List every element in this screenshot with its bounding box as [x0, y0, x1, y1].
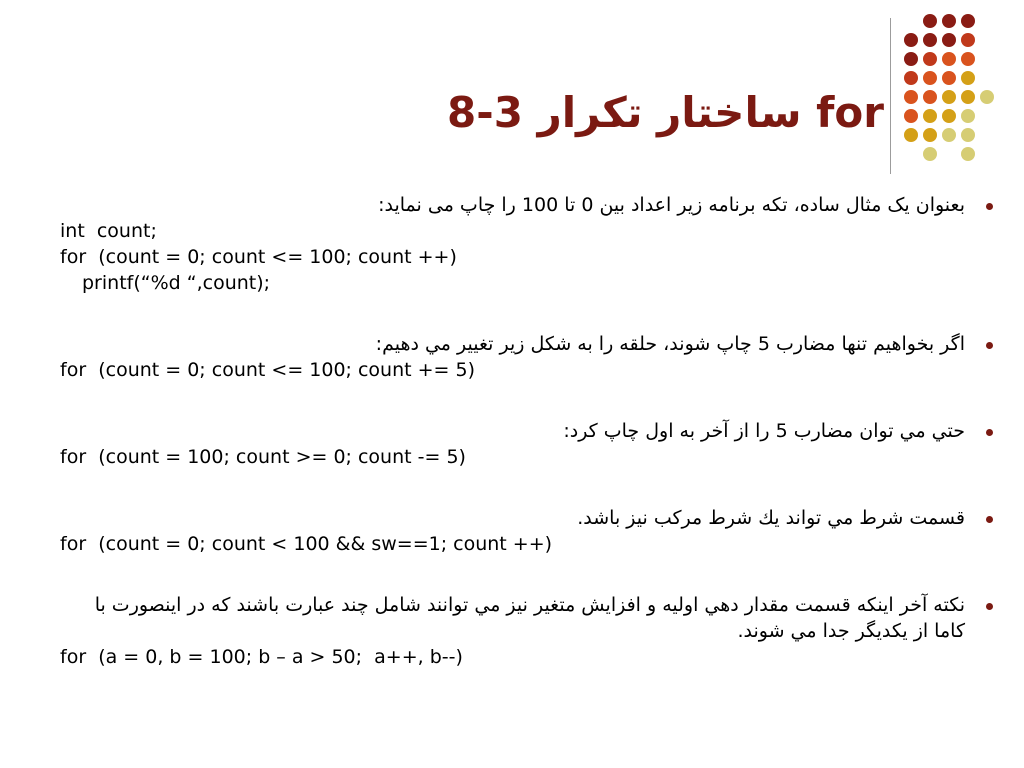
decorative-dot [923, 52, 937, 66]
bullet-text: نكته آخر اينكه قسمت مقدار دهي اوليه و افزايش متغير نيز مي توانند شامل چند عبارت باشند كه در اينصورت با كاما از يكديگر جدا مي شوند. [94, 594, 965, 642]
decorative-dot [942, 33, 956, 47]
bullet-text: قسمت شرط مي تواند يك شرط مركب نيز باشد. [577, 507, 965, 529]
decorative-dot [961, 33, 975, 47]
code-line: for (count = 0; count <= 100; count ++) [60, 246, 457, 268]
bullet-icon [986, 429, 993, 436]
decorative-dot [904, 52, 918, 66]
decorative-dot [942, 71, 956, 85]
decorative-dot [923, 109, 937, 123]
bullet-icon [986, 203, 993, 210]
bullet-item [60, 331, 965, 383]
decorative-dot [923, 147, 937, 161]
slide-title: 8-3 ساختار تکرار for [447, 88, 884, 137]
bullet-item [60, 592, 965, 670]
code-line: int count; [60, 220, 157, 242]
decorative-dot [904, 109, 918, 123]
decorative-dot [942, 14, 956, 28]
bullet-text: بعنوان یک مثال ساده، تکه برنامه زیر اعداد بین 0 تا 100 را چاپ می نماید: [378, 194, 965, 216]
decorative-dot [942, 128, 956, 142]
decorative-dot [961, 128, 975, 142]
decorative-dot [961, 147, 975, 161]
code-line: for (a = 0, b = 100; b – a > 50; a++, b--) [60, 646, 463, 668]
decorative-dot [904, 90, 918, 104]
slide-body [60, 192, 965, 670]
decorative-dot [942, 109, 956, 123]
decorative-dot [961, 90, 975, 104]
bullet-item [60, 192, 965, 296]
decorative-dot [961, 71, 975, 85]
bullet-icon [986, 603, 993, 610]
decorative-dot [904, 71, 918, 85]
bullet-icon [986, 516, 993, 523]
decorative-dot [961, 109, 975, 123]
decorative-dot [923, 128, 937, 142]
decorative-dot [923, 14, 937, 28]
decorative-dot [961, 14, 975, 28]
decorative-dot [904, 33, 918, 47]
title-divider [890, 18, 891, 174]
bullet-icon [986, 342, 993, 349]
decorative-dot [923, 33, 937, 47]
code-line: for (count = 0; count <= 100; count += 5) [60, 359, 476, 381]
bullet-item [60, 505, 965, 557]
code-line: printf(“%d “,count); [82, 272, 271, 294]
bullet-text: حتي مي توان مضارب 5 را از آخر به اول چاپ كرد: [563, 420, 965, 442]
decorative-dot [980, 90, 994, 104]
decorative-dot [961, 52, 975, 66]
decorative-dot [923, 71, 937, 85]
code-line: for (count = 0; count < 100 && sw==1; count ++) [60, 533, 553, 555]
decorative-dot [904, 128, 918, 142]
decorative-dot-grid [902, 10, 1022, 170]
code-line: for (count = 100; count >= 0; count -= 5) [60, 446, 466, 468]
decorative-dot [942, 90, 956, 104]
bullet-text: اگر بخواهيم تنها مضارب 5 چاپ شوند، حلقه را به شكل زير تغيير مي دهيم: [375, 333, 965, 355]
decorative-dot [923, 90, 937, 104]
bullet-item [60, 418, 965, 470]
decorative-dot [942, 52, 956, 66]
